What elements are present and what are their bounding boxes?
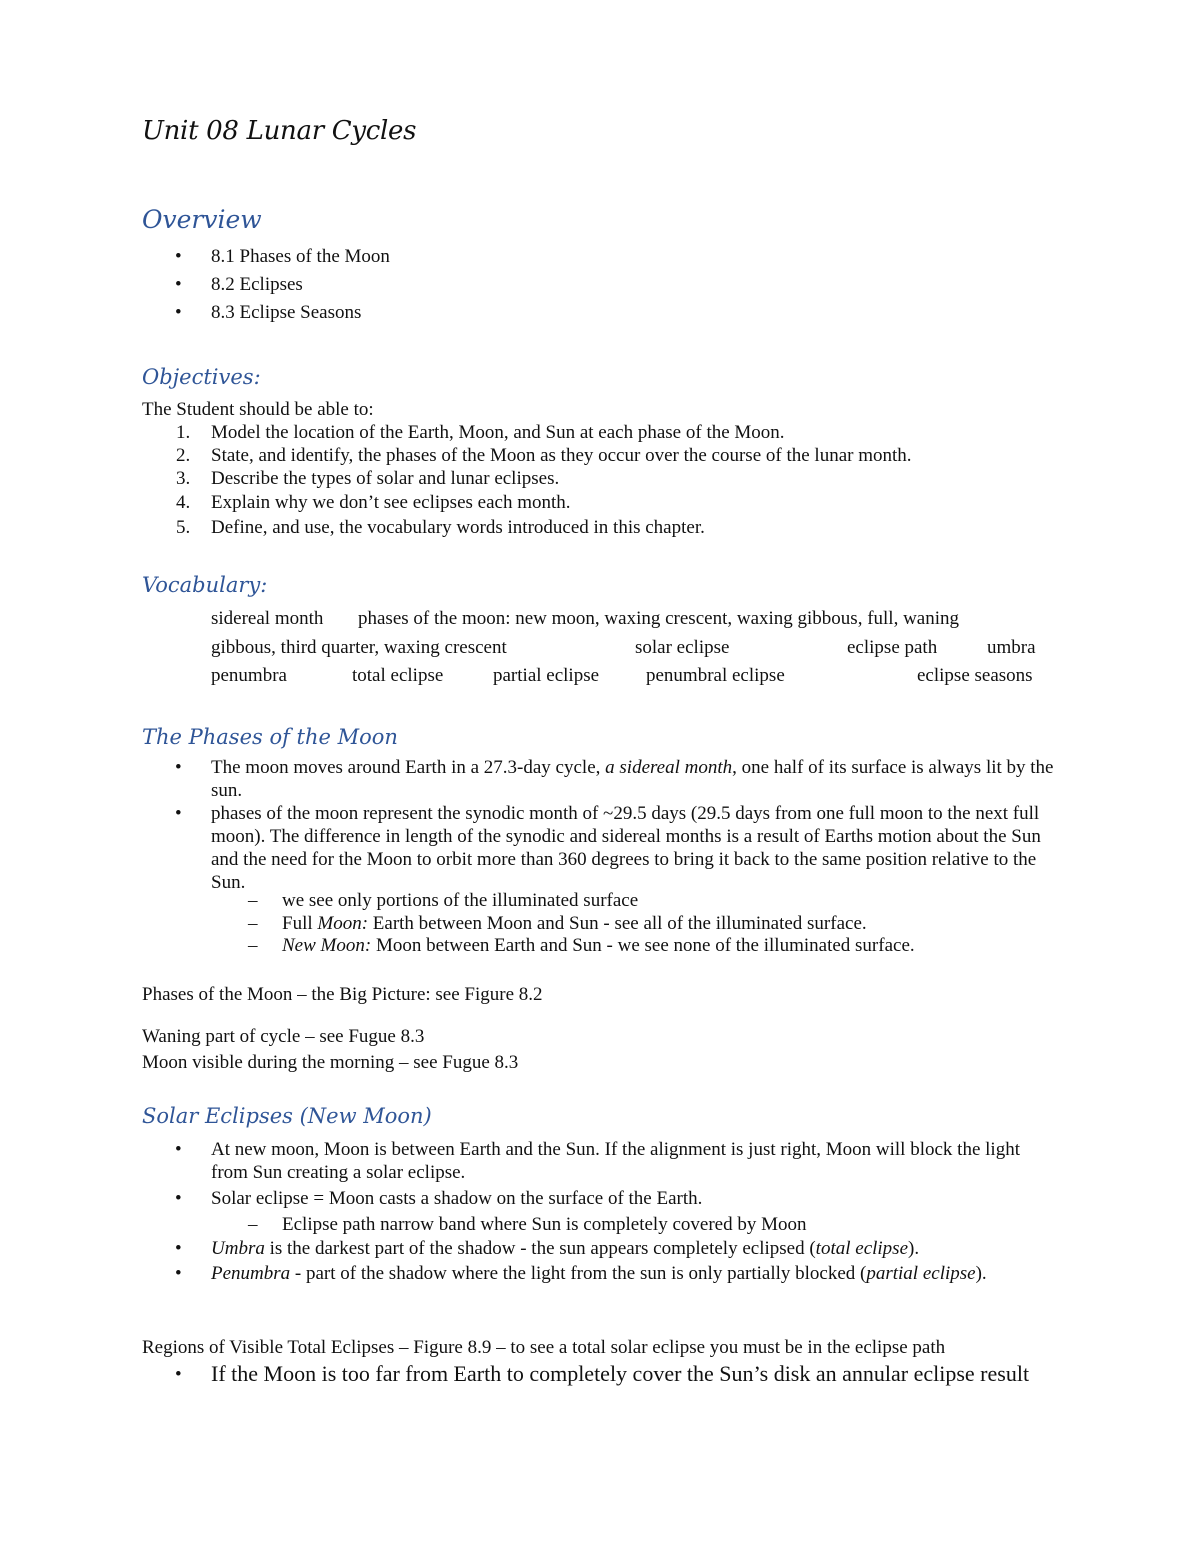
dash-icon: – xyxy=(248,890,258,911)
bullet-icon: • xyxy=(175,1364,182,1385)
waning-line: Waning part of cycle – see Fugue 8.3 xyxy=(142,1026,425,1047)
solar-bullet-2: Solar eclipse = Moon casts a shadow on the surface of the Earth. xyxy=(211,1188,703,1209)
objective-item: Describe the types of solar and lunar eclipses. xyxy=(211,468,560,489)
vocab-term: partial eclipse xyxy=(493,665,600,686)
vocab-term: eclipse path xyxy=(847,637,938,658)
dash-icon: – xyxy=(248,935,258,956)
dash-icon: – xyxy=(248,913,258,934)
objectives-intro: The Student should be able to: xyxy=(142,399,374,420)
vocab-term: phases of the moon: new moon, waxing crescent, waxing gibbous, full, waning xyxy=(358,608,960,629)
overview-heading: Overview xyxy=(142,205,262,234)
solar-bullet-1: At new moon, Moon is between Earth and the Sun. If the alignment is just right, Moon will block the light from Sun creating a solar eclipse. xyxy=(211,1139,1020,1183)
objective-item: Explain why we don’t see eclipses each month. xyxy=(211,492,571,513)
vocab-term: gibbous, third quarter, waxing crescent xyxy=(211,637,507,658)
list-number: 5. xyxy=(176,517,191,538)
vocab-term: sidereal month xyxy=(211,608,324,629)
objective-item: State, and identify, the phases of the Moon as they occur over the course of the lunar month. xyxy=(211,445,912,466)
bullet-icon: • xyxy=(175,246,182,267)
vocab-term: solar eclipse xyxy=(635,637,730,658)
list-number: 4. xyxy=(176,492,191,513)
phases-bullet-2: phases of the moon represent the synodic month of ~29.5 days (29.5 days from one full moon to the next full moon). The difference in length of the synodic and sidereal months is a result of Earths motion about the Sun and the need for the Moon to orbit more than 360 degrees to bring it back to the same position relative to the Sun. xyxy=(211,803,1041,893)
regions-line: Regions of Visible Total Eclipses – Figure 8.9 – to see a total solar eclipse you must be in the eclipse path xyxy=(142,1337,946,1358)
bullet-icon: • xyxy=(175,1238,182,1259)
list-number: 3. xyxy=(176,468,191,489)
morning-line: Moon visible during the morning – see Fugue 8.3 xyxy=(142,1052,519,1073)
bullet-icon: • xyxy=(175,302,182,323)
overview-item: 8.2 Eclipses xyxy=(211,274,303,295)
bullet-icon: • xyxy=(175,274,182,295)
vocab-term: penumbra xyxy=(211,665,287,686)
solar-bullet-4: Penumbra - part of the shadow where the light from the sun is only partially blocked (partial eclipse). xyxy=(211,1263,987,1284)
objectives-heading: Objectives: xyxy=(142,365,261,389)
vocab-term: total eclipse xyxy=(352,665,444,686)
bullet-icon: • xyxy=(175,803,182,824)
bullet-icon: • xyxy=(175,757,182,778)
solar-bullet-3: Umbra is the darkest part of the shadow - the sun appears completely eclipsed (total eclipse). xyxy=(211,1238,920,1259)
list-number: 1. xyxy=(176,422,191,443)
bullet-icon: • xyxy=(175,1188,182,1209)
objective-item: Model the location of the Earth, Moon, and Sun at each phase of the Moon. xyxy=(211,422,785,443)
solar-sub-1: Eclipse path narrow band where Sun is completely covered by Moon xyxy=(282,1214,807,1235)
phases-bullet-1: The moon moves around Earth in a 27.3-day cycle, a sidereal month, one half of its surface is always lit by the sun. xyxy=(211,757,1054,801)
list-number: 2. xyxy=(176,445,191,466)
vocab-term: eclipse seasons xyxy=(917,665,1033,686)
overview-item: 8.1 Phases of the Moon xyxy=(211,246,390,267)
big-picture-line: Phases of the Moon – the Big Picture: see Figure 8.2 xyxy=(142,984,543,1005)
annular-bullet: If the Moon is too far from Earth to completely cover the Sun’s disk an annular eclipse result xyxy=(211,1361,1030,1386)
document-title: Unit 08 Lunar Cycles xyxy=(142,116,417,146)
phases-sub-1: we see only portions of the illuminated surface xyxy=(282,890,639,911)
bullet-icon: • xyxy=(175,1139,182,1160)
dash-icon: – xyxy=(248,1214,258,1235)
bullet-icon: • xyxy=(175,1263,182,1284)
phases-heading: The Phases of the Moon xyxy=(142,725,398,749)
solar-heading: Solar Eclipses (New Moon) xyxy=(142,1104,432,1128)
phases-sub-2: Full Moon: Earth between Moon and Sun - see all of the illuminated surface. xyxy=(282,913,867,934)
vocab-term: penumbral eclipse xyxy=(646,665,785,686)
objective-item: Define, and use, the vocabulary words introduced in this chapter. xyxy=(211,517,705,538)
vocabulary-heading: Vocabulary: xyxy=(142,573,268,597)
vocab-term: umbra xyxy=(987,637,1036,658)
overview-item: 8.3 Eclipse Seasons xyxy=(211,302,362,323)
phases-sub-3: New Moon: Moon between Earth and Sun - we see none of the illuminated surface. xyxy=(282,935,915,956)
